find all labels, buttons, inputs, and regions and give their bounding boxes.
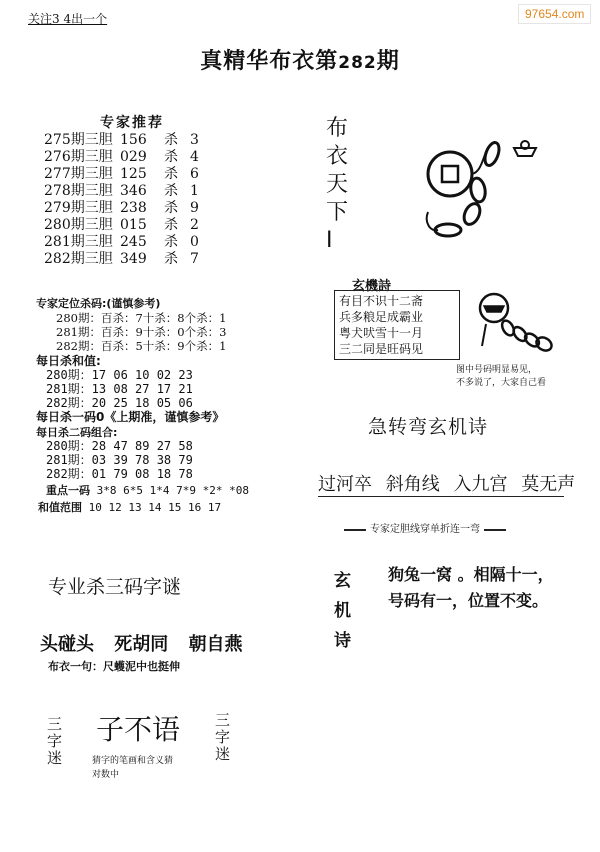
positional-title: 专家定位杀码:(谨慎参考) bbox=[36, 297, 161, 310]
pick-row bbox=[44, 166, 199, 183]
pick-kill: 杀 bbox=[164, 132, 178, 148]
vertical-char: 玄 bbox=[334, 571, 351, 591]
vertical-char: 下 bbox=[326, 200, 349, 225]
poem-title: 玄機詩 bbox=[352, 279, 392, 294]
vertical-char: 机 bbox=[334, 601, 351, 621]
tail-values: 3*8 6*5 1*4 7*9 *2* *08 bbox=[96, 484, 249, 497]
phrases-underline bbox=[318, 496, 564, 497]
title-period: 282 bbox=[338, 53, 377, 73]
pick-k: 1 bbox=[190, 183, 199, 199]
pick-row bbox=[44, 200, 199, 217]
pick-row bbox=[44, 234, 199, 251]
pick-kill: 杀 bbox=[164, 234, 178, 250]
pick-k: 6 bbox=[190, 166, 199, 182]
title-suffix: 期 bbox=[376, 49, 400, 74]
pick-k: 9 bbox=[190, 200, 199, 216]
pick-nums: 346 bbox=[120, 183, 147, 199]
xuanji-vertical bbox=[334, 566, 351, 656]
pick-period: 282期三胆 bbox=[44, 251, 113, 267]
two-combo-row: 281期：03 39 78 38 79 bbox=[46, 453, 193, 467]
big-riddle: 子不语 bbox=[96, 713, 181, 746]
pick-kill: 杀 bbox=[164, 217, 178, 233]
riddle-word: 朝自燕 bbox=[188, 634, 243, 655]
ingot-chain-drawing bbox=[472, 288, 562, 358]
pick-kill: 杀 bbox=[164, 149, 178, 165]
pick-row bbox=[44, 251, 199, 268]
two-combo-title: 每日杀二码组合: bbox=[36, 426, 118, 439]
pick-k: 3 bbox=[190, 132, 199, 148]
urgent-title: 急转弯玄机诗 bbox=[368, 416, 489, 438]
phrase: 入九宫 bbox=[453, 474, 508, 495]
poem-line: 三二同是旺码见 bbox=[339, 342, 424, 356]
poem-line: 有目不识十二斋 bbox=[339, 294, 424, 308]
daily-sum-row: 281期：13 08 27 17 21 bbox=[46, 382, 193, 396]
riddle-vertical-left: 三字迷 bbox=[45, 716, 63, 767]
pick-period: 281期三胆 bbox=[44, 234, 113, 250]
pick-kill: 杀 bbox=[164, 251, 178, 267]
pick-period: 276期三胆 bbox=[44, 149, 113, 165]
vertical-char: 天 bbox=[326, 172, 349, 197]
phrases bbox=[318, 470, 583, 496]
pick-nums: 156 bbox=[120, 132, 147, 148]
riddle-word: 死胡同 bbox=[114, 634, 169, 655]
riddle-word: 头碰头 bbox=[40, 634, 94, 655]
phrase: 斜角线 bbox=[385, 474, 440, 495]
daily-kill-one: 每日杀一码0《上期准，谨慎参考》 bbox=[36, 410, 225, 424]
watermark-link[interactable]: 97654.com bbox=[518, 4, 591, 24]
daily-sum-row: 282期：20 25 18 05 06 bbox=[46, 396, 193, 410]
title-prefix: 真精华布衣第 bbox=[200, 49, 339, 74]
range-line bbox=[38, 499, 221, 515]
pick-kill: 杀 bbox=[164, 200, 178, 216]
pick-period: 278期三胆 bbox=[44, 183, 113, 199]
verse-line: 狗兔一窝 。相隔十一， bbox=[388, 565, 554, 584]
expert-subtitle-text: 专家定胆线穿单折连一弯 bbox=[370, 524, 480, 535]
pick-k: 4 bbox=[190, 149, 199, 165]
tail-label: 重点一码 bbox=[46, 484, 90, 497]
pick-row bbox=[44, 183, 199, 200]
daily-sum-row: 280期：17 06 10 02 23 bbox=[46, 368, 193, 382]
picks-list bbox=[44, 132, 199, 268]
range-label: 和值范围 bbox=[38, 501, 82, 514]
positional-row: 282期：百杀：5十杀：9个杀：1 bbox=[56, 339, 227, 353]
buyi-line: 布衣一句：尺蠖泥中也挺伸 bbox=[48, 660, 180, 673]
pick-period: 280期三胆 bbox=[44, 217, 113, 233]
ingot-icon bbox=[514, 141, 536, 156]
two-combo-row: 280期：28 47 89 27 58 bbox=[46, 439, 193, 453]
picks-title: 专家推荐 bbox=[100, 115, 164, 131]
daily-sum-title: 每日杀和值: bbox=[36, 354, 101, 368]
poem-line: 粤犬吠雪十一月 bbox=[339, 326, 424, 340]
daily-sum-list bbox=[46, 368, 193, 410]
pick-nums: 125 bbox=[120, 166, 147, 182]
positional-list bbox=[56, 311, 226, 353]
phrase: 过河卒 bbox=[318, 474, 372, 495]
pick-k: 7 bbox=[190, 251, 199, 267]
poem-line: 兵多粮足成霸业 bbox=[339, 310, 424, 324]
pick-period: 279期三胆 bbox=[44, 200, 113, 216]
buyi-vertical bbox=[326, 116, 348, 256]
drawing-note: 图中号码明显易见， bbox=[456, 365, 538, 375]
top-note: 关注3 4出一个 bbox=[28, 12, 108, 26]
pick-k: 2 bbox=[190, 217, 199, 233]
positional-row: 280期：百杀：7十杀：8个杀：1 bbox=[56, 311, 227, 325]
poem-box bbox=[334, 290, 460, 360]
pick-period: 275期三胆 bbox=[44, 132, 113, 148]
range-values: 10 12 13 14 15 16 17 bbox=[88, 501, 222, 514]
tail-line bbox=[46, 482, 249, 498]
riddle-vertical-right: 三字迷 bbox=[213, 712, 231, 763]
riddle-words bbox=[40, 630, 257, 656]
phrase: 莫无声 bbox=[521, 474, 576, 495]
two-combo-row: 282期：01 79 08 18 78 bbox=[46, 467, 193, 481]
vertical-char: I bbox=[326, 228, 333, 253]
riddle-note: 猜字的笔画和含义猜 bbox=[92, 756, 174, 766]
dash-divider bbox=[484, 529, 506, 531]
vertical-char: 衣 bbox=[326, 144, 349, 169]
pick-nums: 238 bbox=[120, 200, 147, 216]
positional-row: 281期：百杀：9十杀：0个杀：3 bbox=[56, 325, 227, 339]
riddle-title: 专业杀三码字谜 bbox=[48, 576, 182, 598]
pick-kill: 杀 bbox=[164, 166, 178, 182]
pick-kill: 杀 bbox=[164, 183, 178, 199]
vertical-char: 布 bbox=[326, 116, 349, 141]
pick-nums: 349 bbox=[120, 251, 147, 267]
pick-nums: 015 bbox=[120, 217, 147, 233]
two-combo-list bbox=[46, 439, 193, 481]
verse-line: 号码有一，位置不变。 bbox=[388, 591, 549, 610]
pick-nums: 029 bbox=[120, 149, 147, 165]
pick-row bbox=[44, 132, 199, 149]
riddle-note: 对数中 bbox=[92, 770, 120, 780]
page-title bbox=[0, 44, 600, 75]
pick-period: 277期三胆 bbox=[44, 166, 113, 182]
dash-divider bbox=[344, 529, 366, 531]
pick-k: 0 bbox=[190, 234, 199, 250]
pick-row bbox=[44, 217, 199, 234]
pick-nums: 245 bbox=[120, 234, 147, 250]
expert-subtitle bbox=[340, 520, 510, 535]
pick-row bbox=[44, 149, 199, 166]
coin-and-chain-drawing bbox=[420, 132, 540, 242]
vertical-char: 诗 bbox=[334, 631, 351, 651]
drawing-note: 不多说了，大家自己看 bbox=[456, 378, 547, 388]
